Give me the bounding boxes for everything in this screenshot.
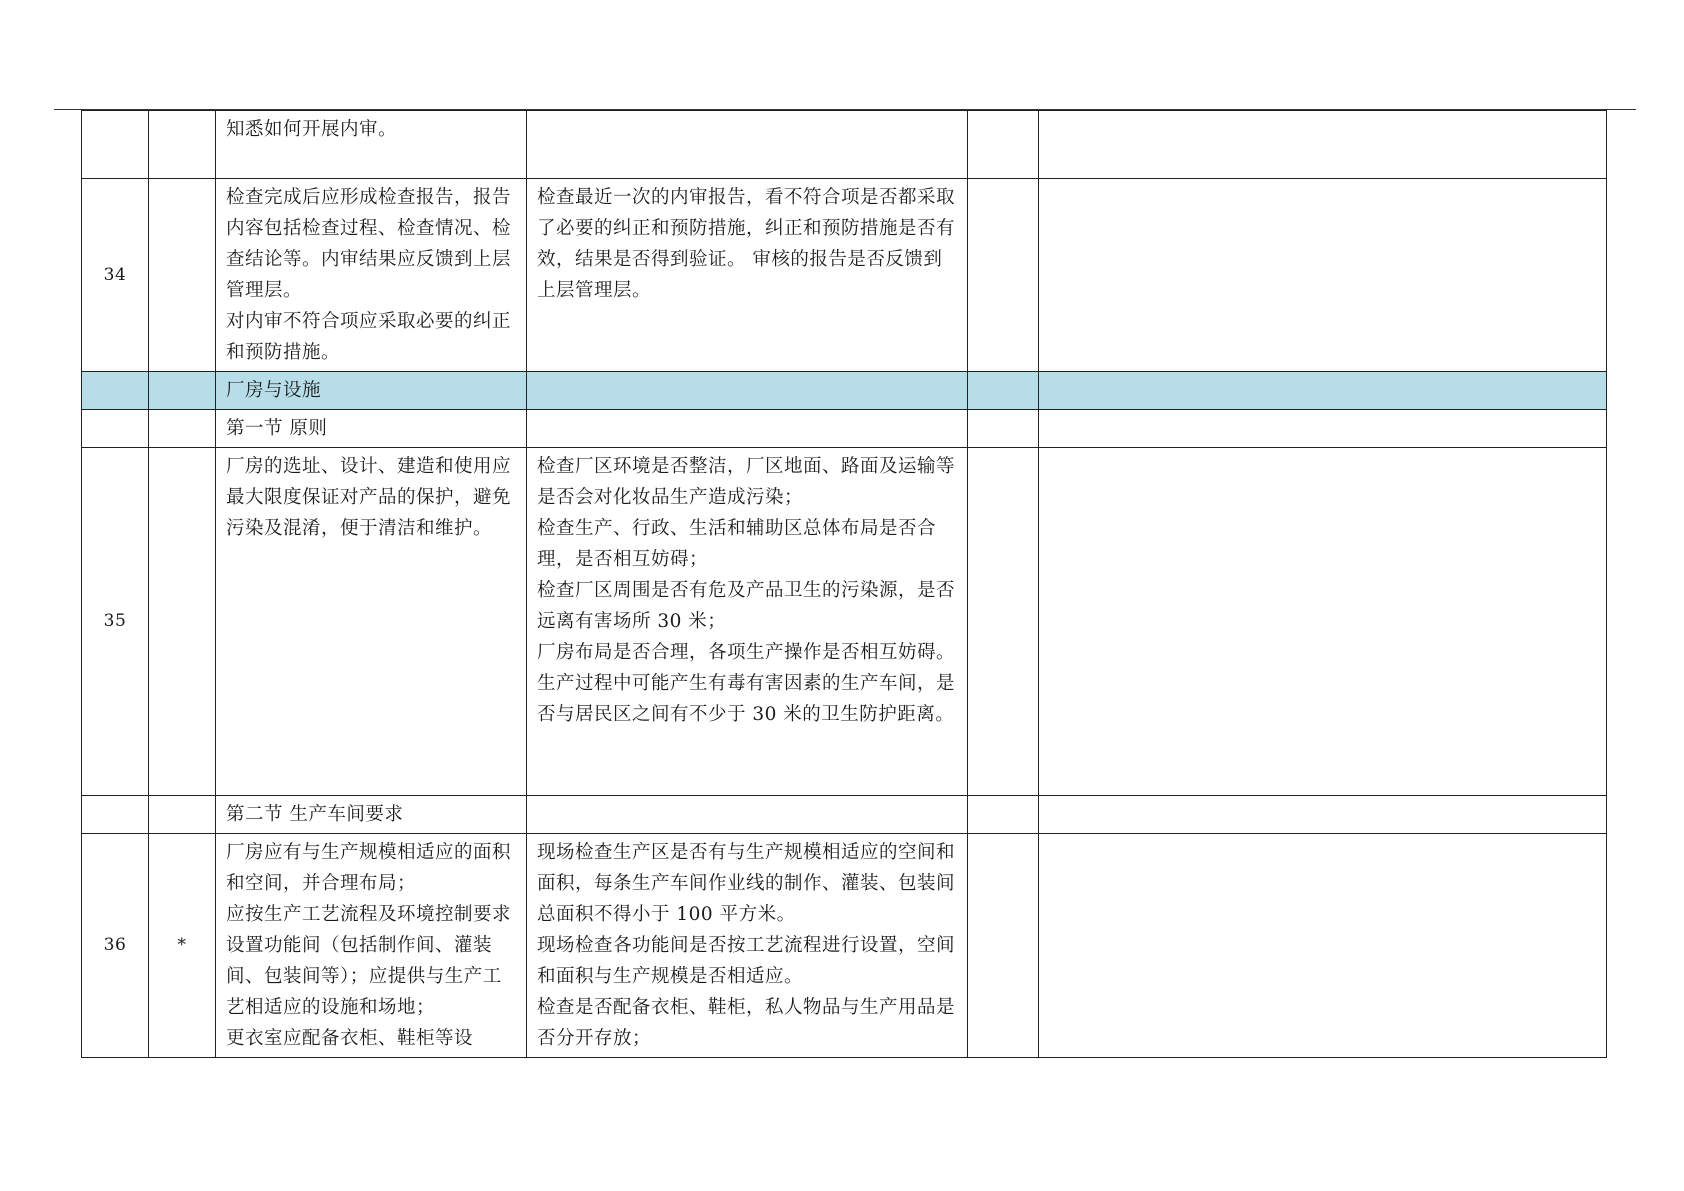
result-cell <box>968 179 1039 372</box>
section-key-cell <box>149 372 216 410</box>
notes-cell <box>1039 111 1607 179</box>
section-header-row <box>82 372 1607 410</box>
item-number-cell <box>82 111 149 179</box>
notes-cell <box>1039 834 1607 1058</box>
section-title: 厂房与设施 <box>216 372 527 410</box>
key-item-cell: * <box>149 834 216 1058</box>
notes-cell <box>1039 448 1607 796</box>
subsection-empty-cell <box>1039 410 1607 448</box>
inspection-method-cell <box>527 448 968 796</box>
inspection-method-text: 检查是否配备衣柜、鞋柜，私人物品与生产用品是否分开存放； <box>537 997 956 1049</box>
section-number-cell <box>82 372 149 410</box>
inspection-method-cell <box>527 111 968 179</box>
item-number-cell: 36 <box>82 834 149 1058</box>
requirement-text: 更衣室应配备衣柜、鞋柜等设 <box>226 1028 474 1049</box>
result-cell <box>968 448 1039 796</box>
subsection-empty-cell <box>1039 796 1607 834</box>
item-number-cell: 35 <box>82 448 149 796</box>
table-row <box>82 834 1607 1058</box>
subsection-empty-cell <box>527 410 968 448</box>
requirement-text: 对内审不符合项应采取必要的纠正和预防措施。 <box>226 311 512 363</box>
inspection-method-text: 厂房布局是否合理，各项生产操作是否相互妨碍。 <box>537 642 956 663</box>
requirement-cell <box>216 179 527 372</box>
result-cell <box>968 834 1039 1058</box>
subsection-row <box>82 410 1607 448</box>
inspection-table <box>81 110 1607 1058</box>
subsection-title: 第一节 原则 <box>216 410 527 448</box>
requirement-cell <box>216 448 527 796</box>
inspection-method-text: 检查厂区周围是否有危及产品卫生的污染源，是否远离有害场所 30 米； <box>537 580 956 632</box>
subsection-empty-cell <box>968 410 1039 448</box>
requirement-cell <box>216 111 527 179</box>
section-empty-cell <box>968 372 1039 410</box>
table-row <box>82 179 1607 372</box>
section-empty-cell <box>1039 372 1607 410</box>
inspection-method-text: 现场检查各功能间是否按工艺流程进行设置，空间和面积与生产规模是否相适应。 <box>537 935 956 987</box>
key-item-cell <box>149 179 216 372</box>
inspection-method-text: 检查最近一次的内审报告，看不符合项是否都采取了必要的纠正和预防措施，纠正和预防措施是否有效，结果是否得到验证。 审核的报告是否反馈到上层管理层。 <box>537 187 956 301</box>
table-row <box>82 448 1607 796</box>
requirement-text: 检查完成后应形成检查报告，报告内容包括检查过程、检查情况、检查结论等。内审结果应反馈到上层管理层。 <box>226 187 512 301</box>
inspection-method-text: 检查厂区环境是否整洁，厂区地面、路面及运输等是否会对化妆品生产造成污染； <box>537 456 956 508</box>
subsection-empty-cell <box>968 796 1039 834</box>
subsection-key-cell <box>149 410 216 448</box>
item-number-cell: 34 <box>82 179 149 372</box>
subsection-empty-cell <box>527 796 968 834</box>
subsection-key-cell <box>149 796 216 834</box>
inspection-method-text: 检查生产、行政、生活和辅助区总体布局是否合理，是否相互妨碍； <box>537 518 937 570</box>
section-empty-cell <box>527 372 968 410</box>
notes-cell <box>1039 179 1607 372</box>
requirement-text: 应按生产工艺流程及环境控制要求设置功能间（包括制作间、灌装间、包装间等）；应提供与生产工艺相适应的设施和场地； <box>226 904 512 1018</box>
requirement-text: 厂房应有与生产规模相适应的面积和空间，并合理布局； <box>226 842 512 894</box>
requirement-text: 厂房的选址、设计、建造和使用应最大限度保证对产品的保护，避免污染及混淆，便于清洁和维护。 <box>226 456 512 539</box>
requirement-cell <box>216 834 527 1058</box>
key-item-cell <box>149 448 216 796</box>
key-item-cell <box>149 111 216 179</box>
result-cell <box>968 111 1039 179</box>
subsection-row <box>82 796 1607 834</box>
inspection-method-text: 现场检查生产区是否有与生产规模相适应的空间和面积，每条生产车间作业线的制作、灌装、包装间总面积不得小于 100 平方米。 <box>537 842 956 925</box>
inspection-method-text: 生产过程中可能产生有毒有害因素的生产车间，是否与居民区之间有不少于 30 米的卫生防护距离。 <box>537 673 956 725</box>
requirement-text: 知悉如何开展内审。 <box>226 119 398 140</box>
subsection-number-cell <box>82 796 149 834</box>
inspection-method-cell <box>527 179 968 372</box>
inspection-method-cell <box>527 834 968 1058</box>
subsection-title: 第二节 生产车间要求 <box>216 796 527 834</box>
subsection-number-cell <box>82 410 149 448</box>
table-row <box>82 111 1607 179</box>
